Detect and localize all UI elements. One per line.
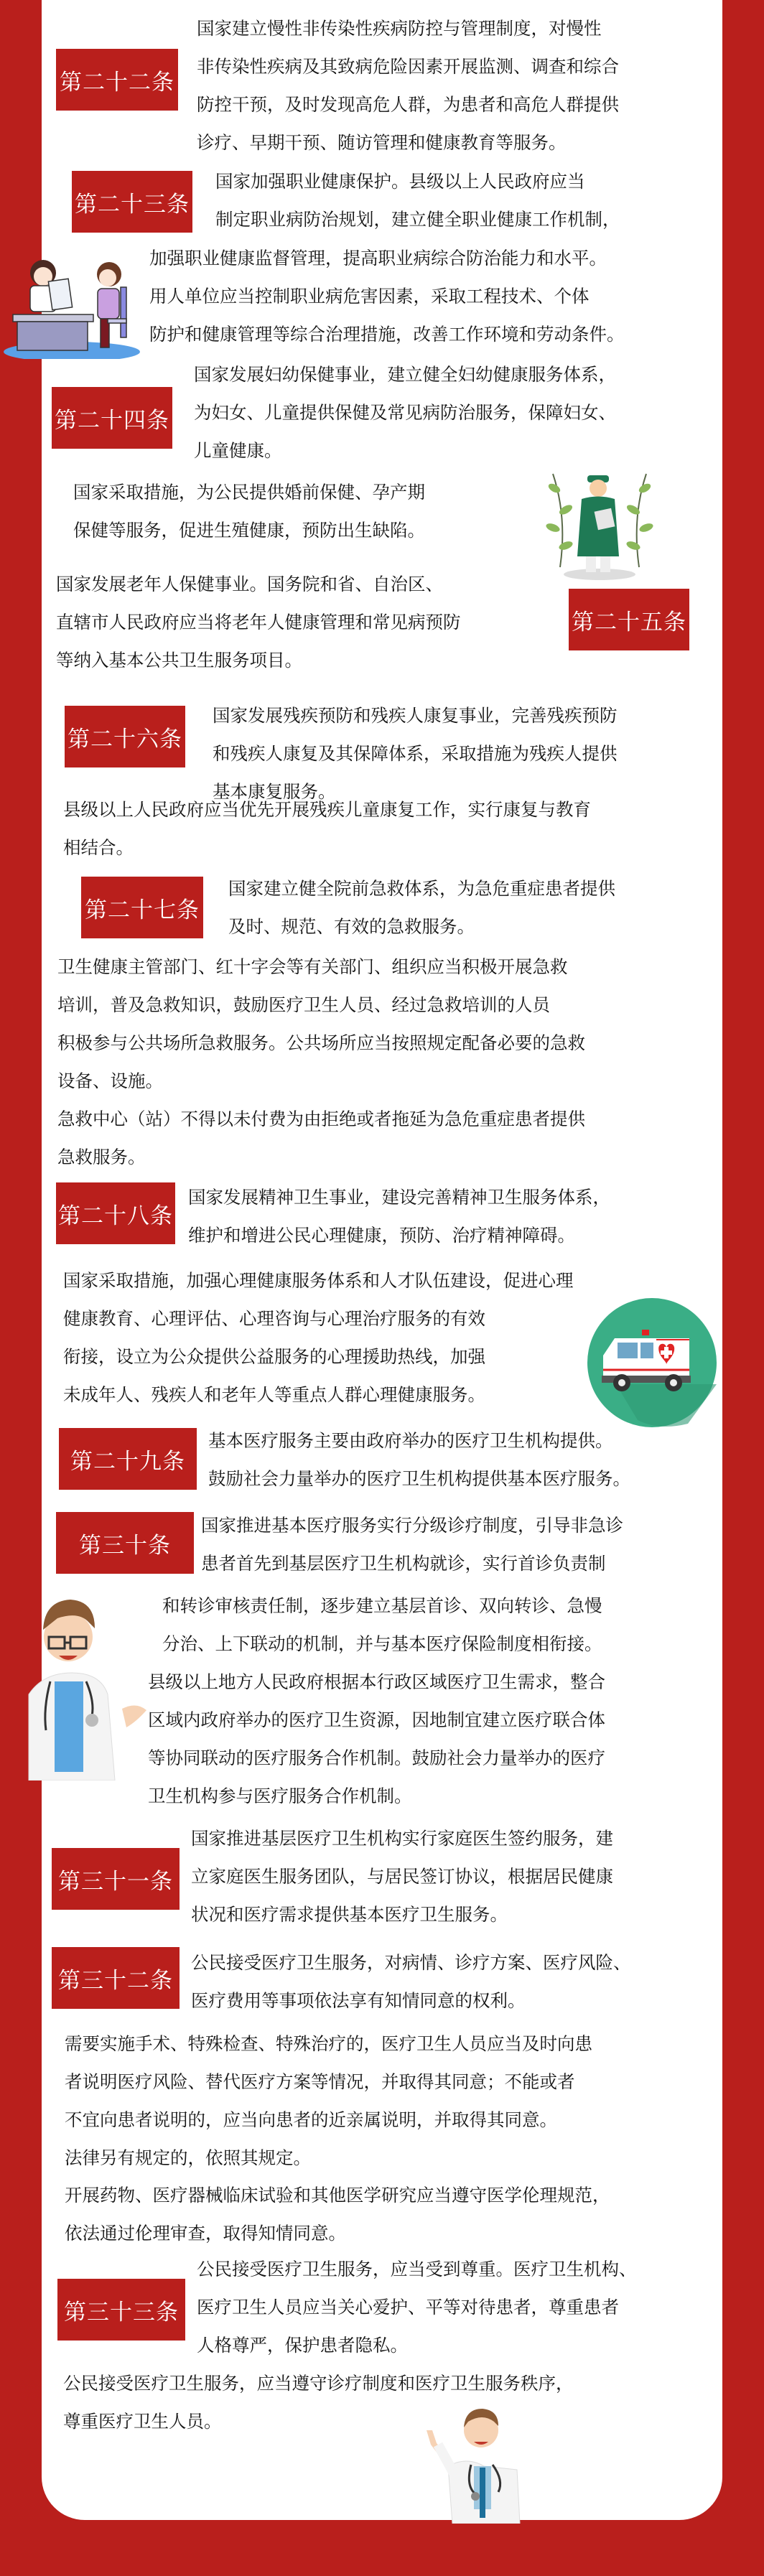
article-28-para-1: 国家发展精神卫生事业，建设完善精神卫生服务体系， 维护和增进公民心理健康，预防、治疗精神障碍。 [188,1187,610,1246]
article-23-para-2: 加强职业健康监督管理，提高职业病综合防治能力和水平。 用人单位应当控制职业病危害因素，采取工程技术、个体 防护和健康管理等综合治理措施，改善工作环境和劳动条件。 [149,248,625,345]
article-tag-33: 第三十三条 [57,2279,185,2341]
article-tag-31: 第三十一条 [52,1848,180,1910]
article-tag-23: 第二十三条 [72,171,192,233]
article-30-para-1: 国家推进基本医疗服务实行分级诊疗制度，引导非急诊 患者首先到基层医疗卫生机构就诊，实行首诊负责制 [201,1515,623,1574]
article-23-para-1: 国家加强职业健康保护。县级以上人民政府应当 制定职业病防治规划，建立健全职业健康工作机制， [215,171,620,230]
article-tag-32: 第三十二条 [52,1947,180,2009]
article-32-para-1: 公民接受医疗卫生服务，对病情、诊疗方案、医疗风险、 医疗费用等事项依法享有知情同意的权利。 [191,1952,631,2011]
doctor-glasses-illustration [14,1587,151,1781]
article-28-para-2: 国家采取措施，加强心理健康服务体系和人才队伍建设，促进心理 健康教育、心理评估、心理咨询与心理治疗服务的有效 衔接，设立为公众提供公益服务的心理援助热线，加强 未成年人、残疾人和老年人等重点人群心理健康服务。 [63,1270,574,1405]
article-31-para-1: 国家推进基层医疗卫生机构实行家庭医生签约服务，建 立家庭医生服务团队，与居民签订协议，根据居民健康 状况和医疗需求提供基本医疗卫生服务。 [191,1828,613,1925]
article-tag-28: 第二十八条 [56,1182,175,1244]
article-32-para-4: 开展药物、医疗器械临床试验和其他医学研究应当遵守医学伦理规范， 依法通过伦理审查，取得知情同意。 [65,2185,610,2244]
article-27-para-1: 国家建立健全院前急救体系，为急危重症患者提供 及时、规范、有效的急救服务。 [228,878,615,937]
article-26-para-1: 国家发展残疾预防和残疾人康复事业，完善残疾预防 和残疾人康复及其保障体系，采取措施为残疾人提供 基本康复服务。 [213,705,618,802]
article-32-para-3: 法律另有规定的，依照其规定。 [65,2147,311,2168]
article-tag-22: 第二十二条 [56,49,178,111]
doctor-green-gown-illustration [539,459,661,582]
ambulance-icon [587,1298,717,1427]
article-tag-30: 第三十条 [56,1512,194,1574]
article-25-para-1: 国家发展老年人保健事业。国务院和省、自治区、 直辖市人民政府应当将老年人健康管理和常见病预防 等纳入基本公共卫生服务项目。 [56,574,461,671]
article-tag-27: 第二十七条 [81,877,203,938]
article-33-para-1: 公民接受医疗卫生服务，应当受到尊重。医疗卫生机构、 医疗卫生人员应当关心爱护、平等对待患者，尊重患者 人格尊严，保护患者隐私。 [197,2259,637,2356]
article-27-para-2: 卫生健康主管部门、红十字会等有关部门、组织应当积极开展急救 培训，普及急救知识，鼓励医疗卫生人员、经过急救培训的人员 积极参与公共场所急救服务。公共场所应当按照规定配备必要的急救 设备、设施。 [57,956,585,1091]
article-tag-24: 第二十四条 [52,387,172,449]
doctor-patient-consultation-illustration [0,244,144,359]
article-27-para-3: 急救中心（站）不得以未付费为由拒绝或者拖延为急危重症患者提供 急救服务。 [57,1109,585,1167]
doctor-pointing-illustration [402,2402,531,2524]
article-26-para-2: 县级以上人民政府应当优先开展残疾儿童康复工作，实行康复与教育 相结合。 [63,799,591,858]
article-32-para-2: 需要实施手术、特殊检查、特殊治疗的，医疗卫生人员应当及时向患 者说明医疗风险、替代医疗方案等情况，并取得其同意；不能或者 不宜向患者说明的，应当向患者的近亲属说明，并取得其同意。 [65,2033,592,2130]
article-tag-29: 第二十九条 [59,1428,197,1490]
article-30-para-3: 县级以上地方人民政府根据本行政区域医疗卫生需求，整合 区域内政府举办的医疗卫生资源，因地制宜建立医疗联合体 等协同联动的医疗服务合作机制。鼓励社会力量举办的医疗 卫生机构参与医疗服务合作机制。 [148,1671,605,1806]
article-24-para-2: 国家采取措施，为公民提供婚前保健、孕产期 保健等服务，促进生殖健康，预防出生缺陷。 [73,482,425,541]
article-30-para-2: 和转诊审核责任制，逐步建立基层首诊、双向转诊、急慢 分治、上下联动的机制，并与基本医疗保险制度相衔接。 [162,1595,602,1654]
article-24-para-1: 国家发展妇幼保健事业，建立健全妇幼健康服务体系， 为妇女、儿童提供保健及常见病防治服务，保障妇女、 儿童健康。 [194,364,616,461]
article-22-para-1: 国家建立慢性非传染性疾病防控与管理制度，对慢性 非传染性疾病及其致病危险因素开展监测、调查和综合 防控干预，及时发现高危人群，为患者和高危人群提供 诊疗、早期干预、随访管理和健康教育等服务。 [197,18,619,153]
article-tag-26: 第二十六条 [65,706,185,767]
article-29-para-1: 基本医疗服务主要由政府举办的医疗卫生机构提供。 鼓励社会力量举办的医疗卫生机构提供基本医疗服务。 [208,1430,630,1489]
article-tag-25: 第二十五条 [569,589,689,650]
article-33-para-2: 公民接受医疗卫生服务，应当遵守诊疗制度和医疗卫生服务秩序， 尊重医疗卫生人员。 [63,2373,574,2432]
